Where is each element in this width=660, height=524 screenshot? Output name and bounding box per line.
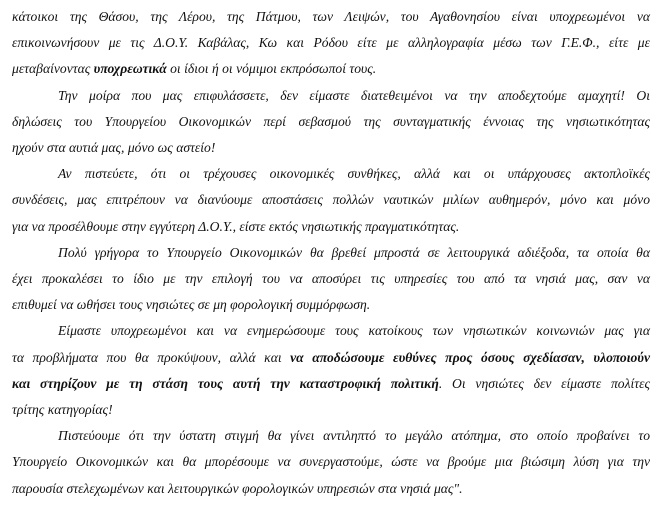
text-run: παρουσία στελεχωμένων και λειτουργικών φορολογικών υπηρεσιών στα νησιά μας". (12, 480, 463, 496)
text-run: δηλώσεις του Υπουργείου Οικονομικών περί σεβασμού της συνταγματικής έννοιας της νησιωτικότητας (12, 113, 650, 129)
text-run: επικοινωνήσουν με τις Δ.Ο.Υ. Καβάλας, Κω και Ρόδου είτε με αλληλογραφία μέσω των Γ.Ε.Φ., είτε με (12, 35, 650, 51)
text-line (12, 292, 650, 318)
text-run: τα προβλήματα που θα προκύψουν, αλλά και (12, 349, 291, 365)
paragraph (12, 240, 650, 319)
paragraph (12, 318, 650, 423)
text-run: τρίτης κατηγορίας! (12, 402, 113, 418)
text-line (12, 83, 650, 109)
text-line (12, 187, 650, 213)
text-line (12, 30, 650, 56)
text-line (12, 161, 650, 187)
text-line (12, 423, 650, 449)
text-line (12, 345, 650, 371)
text-run: Πολύ γρήγορα το Υπουργείο Οικονομικών θα βρεθεί μπροστά σε λειτουργικά αδιέξοδα, τα οποία θα (58, 244, 650, 260)
text-run: κάτοικοι της Θάσου, της Λέρου, της Πάτμου, των Λειψών, του Αγαθονησίου είναι υποχρεωμένοι να (12, 9, 650, 24)
text-run: Είμαστε υποχρεωμένοι και να ενημερώσουμε τους κατοίκους των νησιωτικών κοινωνιών μας για (58, 323, 650, 339)
text-run: έχει προκαλέσει το ίδιο με την επιλογή του να αποσύρει τις υπηρεσίες του από τα νησιά μας, σαν να (12, 271, 650, 287)
bold-text-run: υποχρεωτικά (93, 61, 167, 77)
text-run: Υπουργείο Οικονομικών και θα μπορέσουμε να συνεργαστούμε, ώστε να βρούμε μια βιώσιμη λύση για την (12, 454, 650, 470)
bold-text-run: να αποδώσουμε ευθύνες προς όσους σχεδίασαν, υλοποιούν (290, 349, 650, 365)
text-run: Πιστεύουμε ότι την ύστατη στιγμή θα γίνει αντιληπτό το μεγάλο ατόπημα, στο οποίο προβαίνει το (58, 428, 650, 444)
document-body (12, 4, 650, 502)
text-line (12, 318, 650, 344)
text-run: ηχούν στα αυτιά μας, μόνο ως αστείο! (12, 140, 216, 156)
text-line (12, 56, 650, 82)
text-line (12, 266, 650, 292)
paragraph (12, 83, 650, 162)
text-line (12, 4, 650, 30)
text-line (12, 214, 650, 240)
text-run: μεταβαίνοντας (12, 61, 94, 77)
paragraph (12, 423, 650, 502)
text-line (12, 135, 650, 161)
text-run: οι ίδιοι ή οι νόμιμοι εκπρόσωποί τους. (166, 61, 377, 77)
text-run: συνδέσεις, μας επιτρέπουν να διανύουμε αποστάσεις πολλών ναυτικών μιλίων αυθημερόν, μόνο και μόνο (12, 192, 650, 208)
text-run: Αν πιστεύετε, ότι οι τρέχουσες οικονομικές συνθήκες, αλλά και οι υπάρχουσες ακτοπλοϊκές (58, 166, 650, 182)
text-line (12, 397, 650, 423)
paragraph (12, 161, 650, 240)
text-run: επιθυμεί να ωθήσει τους νησιώτες σε μη φορολογική συμμόρφωση. (12, 297, 371, 313)
text-line (12, 449, 650, 475)
text-run: . Οι νησιώτες δεν είμαστε πολίτες (438, 375, 650, 391)
text-line (12, 371, 650, 397)
text-line (12, 476, 650, 502)
text-run: για να προσέλθουμε στην εγγύτερη Δ.Ο.Υ., είστε εκτός νησιωτικής πραγματικότητας. (12, 218, 460, 234)
text-run: Την μοίρα που μας επιφυλάσσετε, δεν είμαστε διατεθειμένοι να την αποδεχτούμε αμαχητί! Οι (58, 87, 650, 103)
text-line (12, 109, 650, 135)
text-line (12, 240, 650, 266)
paragraph (12, 4, 650, 83)
bold-text-run: και στηρίζουν με τη στάση τους αυτή την καταστροφική πολιτική (12, 375, 439, 391)
